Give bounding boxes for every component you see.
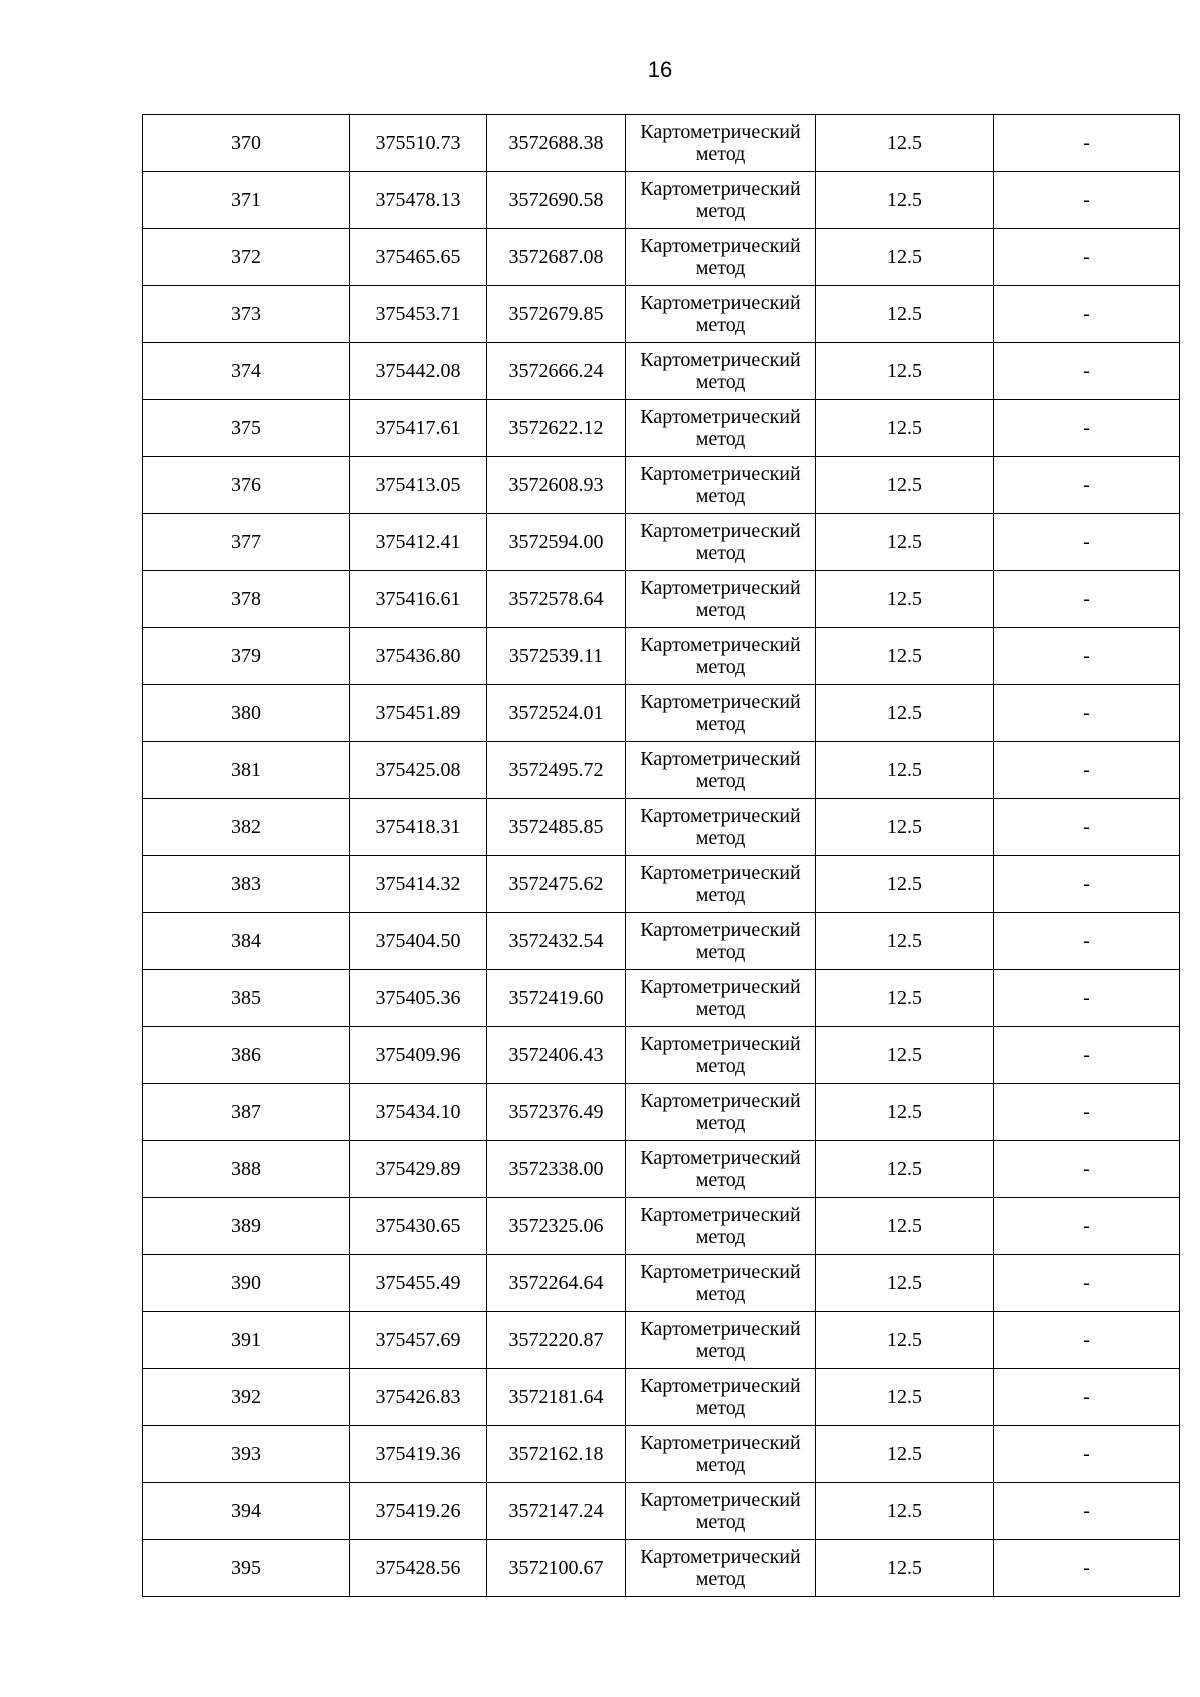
point-number-cell: 388: [143, 1141, 350, 1198]
y-coordinate-cell: 3572578.64: [487, 571, 626, 628]
accuracy-cell: 12.5: [816, 343, 994, 400]
point-number-cell: 384: [143, 913, 350, 970]
accuracy-cell: 12.5: [816, 1198, 994, 1255]
accuracy-cell: 12.5: [816, 1027, 994, 1084]
note-cell: -: [994, 1540, 1180, 1597]
y-coordinate-cell: 3572338.00: [487, 1141, 626, 1198]
note-cell: -: [994, 457, 1180, 514]
method-line-2: метод: [695, 542, 746, 564]
method-line-1: Картометрический: [640, 577, 801, 599]
table-row: [143, 457, 1180, 514]
method-line-2: метод: [695, 884, 746, 906]
method-line-2: метод: [695, 1169, 746, 1191]
accuracy-cell: 12.5: [816, 1540, 994, 1597]
accuracy-cell: 12.5: [816, 1255, 994, 1312]
point-number-cell: 391: [143, 1312, 350, 1369]
accuracy-cell: 12.5: [816, 685, 994, 742]
note-cell: -: [994, 514, 1180, 571]
y-coordinate-cell: 3572608.93: [487, 457, 626, 514]
point-number-cell: 379: [143, 628, 350, 685]
accuracy-cell: 12.5: [816, 1141, 994, 1198]
note-cell: -: [994, 856, 1180, 913]
method-cell: [626, 457, 816, 514]
y-coordinate-cell: 3572432.54: [487, 913, 626, 970]
accuracy-cell: 12.5: [816, 628, 994, 685]
method-line-1: Картометрический: [640, 520, 801, 542]
note-cell: -: [994, 1483, 1180, 1540]
table-row: [143, 970, 1180, 1027]
method-cell: [626, 685, 816, 742]
table-row: [143, 799, 1180, 856]
y-coordinate-cell: 3572485.85: [487, 799, 626, 856]
method-line-2: метод: [695, 1340, 746, 1362]
y-coordinate-cell: 3572690.58: [487, 172, 626, 229]
page-number: 16: [647, 57, 673, 82]
method-line-1: Картометрический: [640, 1546, 801, 1568]
method-cell: [626, 742, 816, 799]
table-row: [143, 229, 1180, 286]
note-cell: -: [994, 1027, 1180, 1084]
point-number-cell: 372: [143, 229, 350, 286]
x-coordinate-cell: 375457.69: [350, 1312, 487, 1369]
method-line-2: метод: [695, 485, 746, 507]
table-row: [143, 571, 1180, 628]
method-line-1: Картометрический: [640, 1432, 801, 1454]
method-line-1: Картометрический: [640, 463, 801, 485]
method-cell: [626, 1426, 816, 1483]
method-line-1: Картометрический: [640, 1033, 801, 1055]
method-cell: [626, 1255, 816, 1312]
y-coordinate-cell: 3572688.38: [487, 115, 626, 172]
method-cell: [626, 1084, 816, 1141]
x-coordinate-cell: 375478.13: [350, 172, 487, 229]
method-line-1: Картометрический: [640, 919, 801, 941]
method-cell: [626, 514, 816, 571]
method-line-1: Картометрический: [640, 805, 801, 827]
method-line-2: метод: [695, 599, 746, 621]
accuracy-cell: 12.5: [816, 400, 994, 457]
accuracy-cell: 12.5: [816, 229, 994, 286]
point-number-cell: 386: [143, 1027, 350, 1084]
point-number-cell: 392: [143, 1369, 350, 1426]
method-line-1: Картометрический: [640, 862, 801, 884]
point-number-cell: 383: [143, 856, 350, 913]
table-row: [143, 628, 1180, 685]
method-line-2: метод: [695, 371, 746, 393]
point-number-cell: 377: [143, 514, 350, 571]
y-coordinate-cell: 3572100.67: [487, 1540, 626, 1597]
note-cell: -: [994, 571, 1180, 628]
x-coordinate-cell: 375404.50: [350, 913, 487, 970]
table-row: [143, 1141, 1180, 1198]
table-row: [143, 856, 1180, 913]
method-cell: [626, 1540, 816, 1597]
table-row: [143, 1426, 1180, 1483]
method-line-2: метод: [695, 998, 746, 1020]
table-row: [143, 1027, 1180, 1084]
method-cell: [626, 628, 816, 685]
method-line-1: Картометрический: [640, 691, 801, 713]
accuracy-cell: 12.5: [816, 172, 994, 229]
method-cell: [626, 913, 816, 970]
method-line-1: Картометрический: [640, 1318, 801, 1340]
method-cell: [626, 799, 816, 856]
x-coordinate-cell: 375442.08: [350, 343, 487, 400]
point-number-cell: 376: [143, 457, 350, 514]
method-cell: [626, 856, 816, 913]
point-number-cell: 380: [143, 685, 350, 742]
x-coordinate-cell: 375419.36: [350, 1426, 487, 1483]
method-line-2: метод: [695, 143, 746, 165]
y-coordinate-cell: 3572495.72: [487, 742, 626, 799]
table-row: [143, 1198, 1180, 1255]
note-cell: -: [994, 913, 1180, 970]
point-number-cell: 387: [143, 1084, 350, 1141]
method-line-2: метод: [695, 1283, 746, 1305]
accuracy-cell: 12.5: [816, 286, 994, 343]
method-line-1: Картометрический: [640, 1147, 801, 1169]
note-cell: -: [994, 1084, 1180, 1141]
note-cell: -: [994, 1369, 1180, 1426]
x-coordinate-cell: 375428.56: [350, 1540, 487, 1597]
method-line-1: Картометрический: [640, 634, 801, 656]
method-cell: [626, 172, 816, 229]
accuracy-cell: 12.5: [816, 856, 994, 913]
method-cell: [626, 1312, 816, 1369]
accuracy-cell: 12.5: [816, 799, 994, 856]
point-number-cell: 378: [143, 571, 350, 628]
y-coordinate-cell: 3572162.18: [487, 1426, 626, 1483]
coordinates-table: [142, 114, 1180, 1597]
table-row: [143, 685, 1180, 742]
point-number-cell: 393: [143, 1426, 350, 1483]
table-row: [143, 1084, 1180, 1141]
y-coordinate-cell: 3572325.06: [487, 1198, 626, 1255]
x-coordinate-cell: 375416.61: [350, 571, 487, 628]
x-coordinate-cell: 375451.89: [350, 685, 487, 742]
note-cell: -: [994, 1255, 1180, 1312]
y-coordinate-cell: 3572679.85: [487, 286, 626, 343]
accuracy-cell: 12.5: [816, 514, 994, 571]
method-cell: [626, 343, 816, 400]
note-cell: -: [994, 685, 1180, 742]
note-cell: -: [994, 400, 1180, 457]
point-number-cell: 385: [143, 970, 350, 1027]
method-line-2: метод: [695, 1055, 746, 1077]
accuracy-cell: 12.5: [816, 1084, 994, 1141]
accuracy-cell: 12.5: [816, 571, 994, 628]
x-coordinate-cell: 375409.96: [350, 1027, 487, 1084]
point-number-cell: 374: [143, 343, 350, 400]
y-coordinate-cell: 3572419.60: [487, 970, 626, 1027]
y-coordinate-cell: 3572687.08: [487, 229, 626, 286]
y-coordinate-cell: 3572181.64: [487, 1369, 626, 1426]
method-line-2: метод: [695, 314, 746, 336]
y-coordinate-cell: 3572524.01: [487, 685, 626, 742]
x-coordinate-cell: 375419.26: [350, 1483, 487, 1540]
method-line-1: Картометрический: [640, 178, 801, 200]
table-row: [143, 742, 1180, 799]
x-coordinate-cell: 375426.83: [350, 1369, 487, 1426]
note-cell: -: [994, 970, 1180, 1027]
y-coordinate-cell: 3572475.62: [487, 856, 626, 913]
y-coordinate-cell: 3572147.24: [487, 1483, 626, 1540]
note-cell: -: [994, 343, 1180, 400]
x-coordinate-cell: 375413.05: [350, 457, 487, 514]
x-coordinate-cell: 375414.32: [350, 856, 487, 913]
table-row: [143, 1483, 1180, 1540]
method-line-2: метод: [695, 257, 746, 279]
method-line-1: Картометрический: [640, 406, 801, 428]
note-cell: -: [994, 1426, 1180, 1483]
table-row: [143, 400, 1180, 457]
point-number-cell: 389: [143, 1198, 350, 1255]
method-line-2: метод: [695, 1454, 746, 1476]
y-coordinate-cell: 3572406.43: [487, 1027, 626, 1084]
x-coordinate-cell: 375430.65: [350, 1198, 487, 1255]
x-coordinate-cell: 375418.31: [350, 799, 487, 856]
x-coordinate-cell: 375436.80: [350, 628, 487, 685]
x-coordinate-cell: 375434.10: [350, 1084, 487, 1141]
method-cell: [626, 571, 816, 628]
method-cell: [626, 1483, 816, 1540]
table-row: [143, 343, 1180, 400]
method-line-1: Картометрический: [640, 748, 801, 770]
x-coordinate-cell: 375417.61: [350, 400, 487, 457]
accuracy-cell: 12.5: [816, 457, 994, 514]
method-line-1: Картометрический: [640, 349, 801, 371]
method-line-1: Картометрический: [640, 292, 801, 314]
method-line-1: Картометрический: [640, 1489, 801, 1511]
accuracy-cell: 12.5: [816, 115, 994, 172]
x-coordinate-cell: 375405.36: [350, 970, 487, 1027]
note-cell: -: [994, 1141, 1180, 1198]
method-line-1: Картометрический: [640, 1375, 801, 1397]
x-coordinate-cell: 375425.08: [350, 742, 487, 799]
method-line-1: Картометрический: [640, 121, 801, 143]
table-body: [143, 115, 1180, 1597]
y-coordinate-cell: 3572539.11: [487, 628, 626, 685]
method-line-2: метод: [695, 713, 746, 735]
table-row: [143, 172, 1180, 229]
note-cell: -: [994, 115, 1180, 172]
table-row: [143, 1369, 1180, 1426]
table-row: [143, 1312, 1180, 1369]
method-line-2: метод: [695, 1226, 746, 1248]
method-cell: [626, 286, 816, 343]
method-cell: [626, 229, 816, 286]
table-row: [143, 115, 1180, 172]
accuracy-cell: 12.5: [816, 1369, 994, 1426]
note-cell: -: [994, 1198, 1180, 1255]
method-line-2: метод: [695, 770, 746, 792]
x-coordinate-cell: 375465.65: [350, 229, 487, 286]
method-line-1: Картометрический: [640, 1261, 801, 1283]
x-coordinate-cell: 375429.89: [350, 1141, 487, 1198]
accuracy-cell: 12.5: [816, 1312, 994, 1369]
x-coordinate-cell: 375412.41: [350, 514, 487, 571]
x-coordinate-cell: 375510.73: [350, 115, 487, 172]
method-cell: [626, 400, 816, 457]
method-cell: [626, 970, 816, 1027]
x-coordinate-cell: 375455.49: [350, 1255, 487, 1312]
method-line-2: метод: [695, 428, 746, 450]
note-cell: -: [994, 742, 1180, 799]
table-row: [143, 1255, 1180, 1312]
method-cell: [626, 1369, 816, 1426]
method-line-2: метод: [695, 827, 746, 849]
point-number-cell: 394: [143, 1483, 350, 1540]
table-row: [143, 286, 1180, 343]
method-cell: [626, 1198, 816, 1255]
note-cell: -: [994, 229, 1180, 286]
y-coordinate-cell: 3572666.24: [487, 343, 626, 400]
point-number-cell: 371: [143, 172, 350, 229]
method-line-2: метод: [695, 1397, 746, 1419]
point-number-cell: 390: [143, 1255, 350, 1312]
note-cell: -: [994, 172, 1180, 229]
note-cell: -: [994, 1312, 1180, 1369]
point-number-cell: 381: [143, 742, 350, 799]
method-line-1: Картометрический: [640, 1090, 801, 1112]
table-row: [143, 514, 1180, 571]
point-number-cell: 370: [143, 115, 350, 172]
note-cell: -: [994, 286, 1180, 343]
method-cell: [626, 1141, 816, 1198]
accuracy-cell: 12.5: [816, 742, 994, 799]
y-coordinate-cell: 3572376.49: [487, 1084, 626, 1141]
method-cell: [626, 115, 816, 172]
point-number-cell: 382: [143, 799, 350, 856]
note-cell: -: [994, 628, 1180, 685]
method-line-2: метод: [695, 1568, 746, 1590]
method-line-1: Картометрический: [640, 976, 801, 998]
accuracy-cell: 12.5: [816, 1426, 994, 1483]
accuracy-cell: 12.5: [816, 1483, 994, 1540]
method-line-2: метод: [695, 941, 746, 963]
table-row: [143, 1540, 1180, 1597]
method-line-1: Картометрический: [640, 235, 801, 257]
method-line-2: метод: [695, 656, 746, 678]
point-number-cell: 375: [143, 400, 350, 457]
y-coordinate-cell: 3572594.00: [487, 514, 626, 571]
y-coordinate-cell: 3572622.12: [487, 400, 626, 457]
point-number-cell: 395: [143, 1540, 350, 1597]
point-number-cell: 373: [143, 286, 350, 343]
method-line-1: Картометрический: [640, 1204, 801, 1226]
accuracy-cell: 12.5: [816, 913, 994, 970]
x-coordinate-cell: 375453.71: [350, 286, 487, 343]
y-coordinate-cell: 3572264.64: [487, 1255, 626, 1312]
accuracy-cell: 12.5: [816, 970, 994, 1027]
method-line-2: метод: [695, 1511, 746, 1533]
method-line-2: метод: [695, 1112, 746, 1134]
method-cell: [626, 1027, 816, 1084]
method-line-2: метод: [695, 200, 746, 222]
y-coordinate-cell: 3572220.87: [487, 1312, 626, 1369]
note-cell: -: [994, 799, 1180, 856]
table-row: [143, 913, 1180, 970]
